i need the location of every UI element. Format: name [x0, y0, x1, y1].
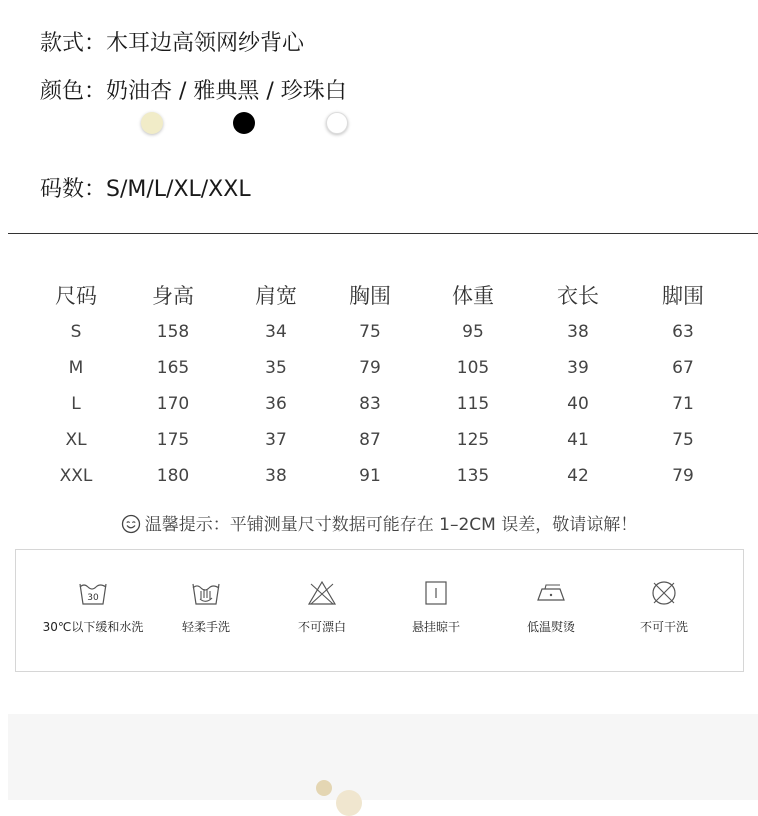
product-style: 款式：木耳边高领网纱背心	[40, 31, 305, 56]
product-colors: 颜色：奶油杏 / 雅典黑 / 珍珠白	[40, 79, 347, 104]
decor-dot-large	[336, 790, 362, 816]
swatch-cream-apricot[interactable]	[141, 112, 163, 134]
swatch-athens-black[interactable]	[233, 112, 255, 134]
table-row	[0, 394, 758, 424]
measurement-tip	[0, 510, 758, 535]
tip-text: 温馨提示：平铺测量尺寸数据可能存在 1–2CM 误差，敬请谅解！	[144, 515, 638, 535]
care-label: 悬挂晾干	[411, 620, 460, 634]
care-item-no-bleach	[257, 580, 387, 635]
swatch-pearl-white[interactable]	[326, 112, 348, 134]
table-row	[0, 358, 758, 388]
table-row	[0, 430, 758, 460]
cell-height: 180	[156, 466, 190, 486]
hang-dry-icon	[421, 580, 451, 606]
cell-shoulder: 38	[265, 466, 287, 486]
header-weight: 体重	[452, 284, 494, 308]
table-row	[0, 322, 758, 352]
care-item-hang-dry	[371, 580, 501, 635]
section-divider	[8, 233, 758, 234]
bottom-banner	[8, 714, 758, 800]
cell-chest: 83	[359, 394, 381, 414]
cell-weight: 105	[456, 358, 490, 378]
cell-height: 165	[156, 358, 190, 378]
cell-length: 40	[567, 394, 589, 414]
cell-height: 175	[156, 430, 190, 450]
cell-hem: 71	[672, 394, 694, 414]
care-item-hand-wash	[141, 580, 271, 635]
care-item-wash-30	[28, 580, 158, 635]
cell-weight: 135	[456, 466, 490, 486]
no-dry-clean-icon	[649, 580, 679, 606]
cell-size: M	[68, 358, 84, 378]
cell-chest: 91	[359, 466, 381, 486]
hand-wash-icon	[191, 580, 221, 606]
care-instructions	[15, 549, 744, 672]
cell-shoulder: 35	[265, 358, 287, 378]
cell-size: S	[70, 322, 82, 342]
table-row	[0, 466, 758, 496]
cell-length: 39	[567, 358, 589, 378]
care-item-low-iron	[486, 580, 616, 635]
cell-length: 41	[567, 430, 589, 450]
cell-hem: 67	[672, 358, 694, 378]
care-label: 不可漂白	[297, 620, 346, 634]
cell-weight: 115	[456, 394, 490, 414]
header-length: 衣长	[557, 284, 599, 308]
cell-length: 42	[567, 466, 589, 486]
wash-30-icon	[78, 580, 108, 606]
cell-hem: 75	[672, 430, 694, 450]
table-header-row	[0, 280, 758, 310]
care-item-no-dry-clean	[599, 580, 729, 635]
product-sizes: 码数：S/M/L/XL/XXL	[40, 177, 251, 202]
cell-shoulder: 36	[265, 394, 287, 414]
cell-size: L	[71, 394, 81, 414]
header-height: 身高	[152, 284, 194, 308]
wash-temp-text: 30	[87, 593, 99, 603]
smile-icon	[121, 514, 141, 534]
cell-hem: 79	[672, 466, 694, 486]
header-size: 尺码	[55, 284, 97, 308]
no-bleach-icon	[307, 580, 337, 606]
cell-size: XL	[65, 430, 87, 450]
decor-dot-small	[316, 780, 332, 796]
care-label: 轻柔手洗	[181, 620, 230, 634]
low-iron-icon	[536, 580, 566, 606]
cell-weight: 95	[462, 322, 484, 342]
cell-height: 170	[156, 394, 190, 414]
care-label: 不可干洗	[639, 620, 688, 634]
header-chest: 胸围	[349, 284, 391, 308]
cell-height: 158	[156, 322, 190, 342]
header-hem: 脚围	[662, 284, 704, 308]
cell-chest: 87	[359, 430, 381, 450]
care-label: 低温熨烫	[526, 620, 575, 634]
cell-weight: 125	[456, 430, 490, 450]
cell-chest: 75	[359, 322, 381, 342]
cell-shoulder: 34	[265, 322, 287, 342]
cell-chest: 79	[359, 358, 381, 378]
header-shoulder: 肩宽	[255, 284, 297, 308]
cell-length: 38	[567, 322, 589, 342]
cell-size: XXL	[59, 466, 93, 486]
care-label: 30℃以下缓和水洗	[42, 620, 144, 634]
cell-hem: 63	[672, 322, 694, 342]
cell-shoulder: 37	[265, 430, 287, 450]
